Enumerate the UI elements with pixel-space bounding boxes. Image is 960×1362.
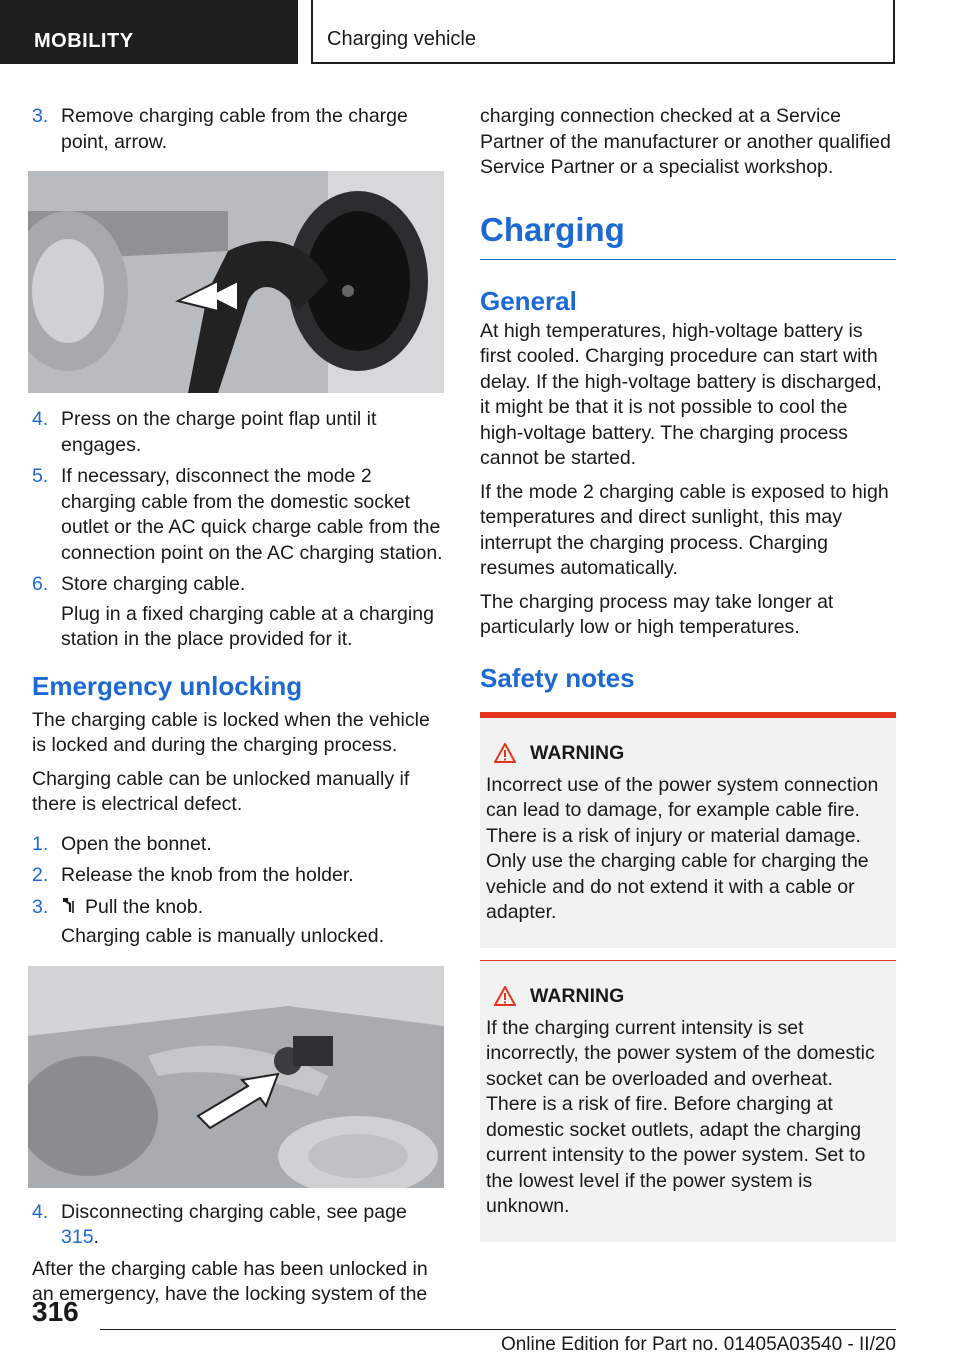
chapter-title: Charging vehicle xyxy=(311,0,895,64)
step-text: Store charging cable. xyxy=(61,573,246,595)
charge-cable-illustration xyxy=(28,171,444,393)
step-number: 1. xyxy=(32,832,49,855)
step-subtext: Charging cable is manually unlocked. xyxy=(61,925,385,947)
emergency-step-4 xyxy=(32,1200,448,1251)
step-number: 2. xyxy=(32,864,49,886)
step-5 xyxy=(32,464,448,566)
step-6 xyxy=(32,572,448,653)
emergency-step-3 xyxy=(32,895,448,950)
safety-notes-heading: Safety notes xyxy=(480,662,635,693)
warning-triangle-icon xyxy=(494,743,516,763)
step-text: Press on the charge point flap until it engages. xyxy=(61,408,377,456)
emergency-step-2 xyxy=(32,863,448,889)
warning-title xyxy=(486,742,886,765)
general-heading: General xyxy=(480,285,577,316)
general-paragraph-1: At high temperatures, high-voltage battery is first cooled. Charging procedure can start with delay. If the high-voltage battery is discharged, it might be that it is not possible to cool the high-voltage battery. The charging process cannot be started. xyxy=(480,319,882,469)
step-text: Pull the knob. xyxy=(85,895,204,918)
general-paragraph-2: If the mode 2 charging cable is exposed to high temperatures and direct sunlight, this may interrupt the charging process. Charging resumes automatically. xyxy=(480,480,889,579)
emergency-paragraph-1: The charging cable is locked when the vehicle is locked and during the charging process. xyxy=(32,708,430,756)
step-4 xyxy=(32,407,448,458)
warning-title xyxy=(486,985,886,1008)
emergency-unlocking-heading: Emergency unlocking xyxy=(32,670,303,701)
warning-text: Incorrect use of the power system connection can lead to damage, for example cable fire. There is a risk of injury or material damage. Only use the charging cable for charging the vehicle and do not extend it with a cable or adapter. xyxy=(486,773,879,923)
left-column xyxy=(32,104,448,1316)
emergency-paragraph-2: Charging cable can be unlocked manually if there is electrical defect. xyxy=(32,767,410,815)
step-number: 4. xyxy=(32,408,49,430)
bonnet-knob-photo xyxy=(28,966,444,1188)
step-subtext: Plug in a fixed charging cable at a charging station in the place provided for it. xyxy=(61,602,434,650)
page-number: 316 xyxy=(32,1296,79,1327)
general-paragraph-3: The charging process may take longer at particularly low or high temperatures. xyxy=(480,590,834,638)
continued-paragraph: charging connection checked at a Service Partner of the manufacturer or another qualified Service Partner or a specialist workshop. xyxy=(480,105,891,178)
warning-label: WARNING xyxy=(530,741,625,764)
warning-box-2 xyxy=(480,960,896,1242)
step-3 xyxy=(32,104,448,155)
edition-info: Online Edition for Part no. 01405A03540 - II/20 xyxy=(500,1334,896,1355)
right-column xyxy=(480,104,896,1254)
charge-cable-photo xyxy=(28,171,444,393)
pull-knob-icon xyxy=(61,897,79,915)
section-tab: MOBILITY xyxy=(0,0,298,64)
warning-triangle-icon xyxy=(494,986,516,1006)
warning-label: WARNING xyxy=(530,984,625,1007)
step-number: 6. xyxy=(32,573,49,595)
step-text: Open the bonnet. xyxy=(61,832,212,855)
step-text: Release the knob from the holder. xyxy=(61,864,354,886)
step-text: Remove charging cable from the charge point, arrow. xyxy=(61,105,408,153)
step-text: If necessary, disconnect the mode 2 charging cable from the domestic socket outlet or the AC quick charge cable from the connection point on the AC charging station. xyxy=(61,465,443,564)
after-unlock-paragraph: After the charging cable has been unlocked in an emergency, have the locking system of the xyxy=(32,1257,428,1305)
step-text-after: . xyxy=(93,1226,99,1248)
page-link[interactable]: 315 xyxy=(61,1226,94,1248)
step-number: 5. xyxy=(32,465,49,487)
warning-box-1 xyxy=(480,712,896,948)
step-number: 3. xyxy=(32,105,49,127)
step-text: Disconnecting charging cable, see page xyxy=(61,1200,407,1223)
charging-heading: Charging xyxy=(480,189,896,260)
step-number: 3. xyxy=(32,895,49,918)
footer-divider xyxy=(100,1329,896,1330)
warning-text: If the charging current intensity is set incorrectly, the power system of the domestic socket can be overloaded and overheat. There is a risk of fire. Before charging at domestic socket outlets, adapt the charging current intensity to the power system. Set to the lowest level if the power system is unknown. xyxy=(486,1016,875,1217)
emergency-step-1 xyxy=(32,832,448,858)
engine-bay-illustration xyxy=(28,966,444,1188)
step-number: 4. xyxy=(32,1200,49,1223)
